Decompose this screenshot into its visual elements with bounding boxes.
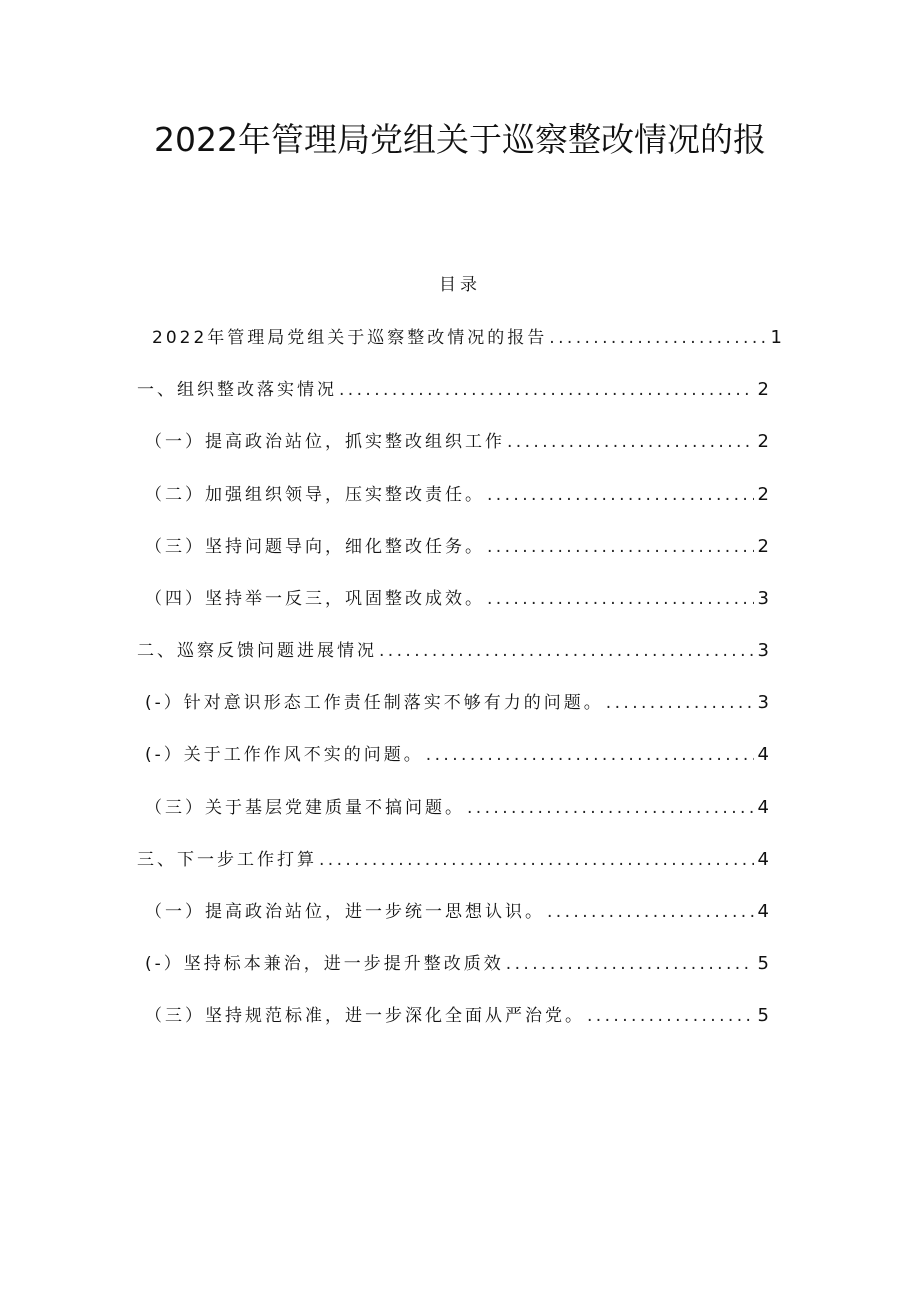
toc-entry-label: （一）提高政治站位，进一步统一思想认识。 — [145, 902, 545, 922]
toc-page-number: 5 — [757, 1005, 769, 1026]
toc-page-number: 2 — [757, 484, 769, 505]
toc-dot-leader — [485, 479, 754, 511]
toc-entry-section-3[interactable] — [137, 844, 769, 876]
toc-page-number: 5 — [757, 953, 769, 974]
document-title: 2022年管理局党组关于巡察整改情况的报 — [154, 120, 766, 159]
toc-entry-3-3[interactable] — [145, 1000, 769, 1032]
toc-heading: 目录 — [439, 275, 481, 295]
toc-dot-leader — [547, 322, 766, 354]
toc-entry-label: (-）针对意识形态工作责任制落实不够有力的问题。 — [145, 693, 604, 713]
toc-page-number: 2 — [757, 536, 769, 557]
toc-entry-section-1[interactable] — [137, 374, 769, 406]
toc-dot-leader — [504, 948, 754, 980]
toc-entry-label: （三）关于基层党建质量不搞问题。 — [145, 798, 465, 818]
toc-page-number: 3 — [757, 640, 769, 661]
toc-entry-2-1[interactable] — [145, 687, 769, 719]
toc-dot-leader — [604, 687, 754, 719]
toc-entry-label: 三、下一步工作打算 — [137, 850, 317, 870]
toc-page-number: 3 — [757, 588, 769, 609]
toc-dot-leader — [485, 531, 754, 563]
toc-dot-leader — [585, 1000, 754, 1032]
toc-entry-label: （二）加强组织领导，压实整改责任。 — [145, 485, 485, 505]
toc-page-number: 4 — [757, 849, 769, 870]
toc-page-number: 4 — [757, 744, 769, 765]
toc-dot-leader — [424, 739, 754, 771]
toc-entry-label: (-）关于工作作风不实的问题。 — [145, 745, 424, 765]
toc-page-number: 4 — [757, 797, 769, 818]
toc-entry-label: （三）坚持规范标准，进一步深化全面从严治党。 — [145, 1006, 585, 1026]
toc-page-number: 1 — [770, 327, 782, 348]
toc-entry-label: 一、组织整改落实情况 — [137, 380, 337, 400]
toc-page-number: 4 — [757, 901, 769, 922]
toc-entry-label: 2022年管理局党组关于巡察整改情况的报告 — [152, 328, 548, 348]
toc-entry-2-2[interactable] — [145, 739, 769, 771]
toc-entry-1-2[interactable] — [145, 479, 769, 511]
toc-entry-label: （三）坚持问题导向，细化整改任务。 — [145, 537, 485, 557]
toc-entry-1-4[interactable] — [145, 583, 769, 615]
toc-dot-leader — [505, 426, 754, 458]
toc-page-number: 2 — [757, 431, 769, 452]
toc-entry-1-3[interactable] — [145, 531, 769, 563]
toc-entry-label: （四）坚持举一反三，巩固整改成效。 — [145, 589, 485, 609]
toc-page-number: 3 — [757, 692, 769, 713]
toc-entry-label: （一）提高政治站位，抓实整改组织工作 — [145, 432, 505, 452]
toc-entry-label: (-）坚持标本兼治，进一步提升整改质效 — [145, 954, 504, 974]
toc-entry-1-1[interactable] — [145, 426, 769, 458]
toc-dot-leader — [317, 844, 754, 876]
toc-dot-leader — [485, 583, 754, 615]
toc-dot-leader — [545, 896, 754, 928]
toc-page-number: 2 — [757, 379, 769, 400]
toc-dot-leader — [337, 374, 754, 406]
toc-dot-leader — [377, 635, 754, 667]
toc-entry-2-3[interactable] — [145, 792, 769, 824]
toc-entry-label: 二、巡察反馈问题进展情况 — [137, 641, 377, 661]
toc-entry-report[interactable] — [152, 322, 782, 354]
toc-dot-leader — [465, 792, 754, 824]
toc-entry-3-1[interactable] — [145, 896, 769, 928]
toc-entry-section-2[interactable] — [137, 635, 769, 667]
toc-entry-3-2[interactable] — [145, 948, 769, 980]
